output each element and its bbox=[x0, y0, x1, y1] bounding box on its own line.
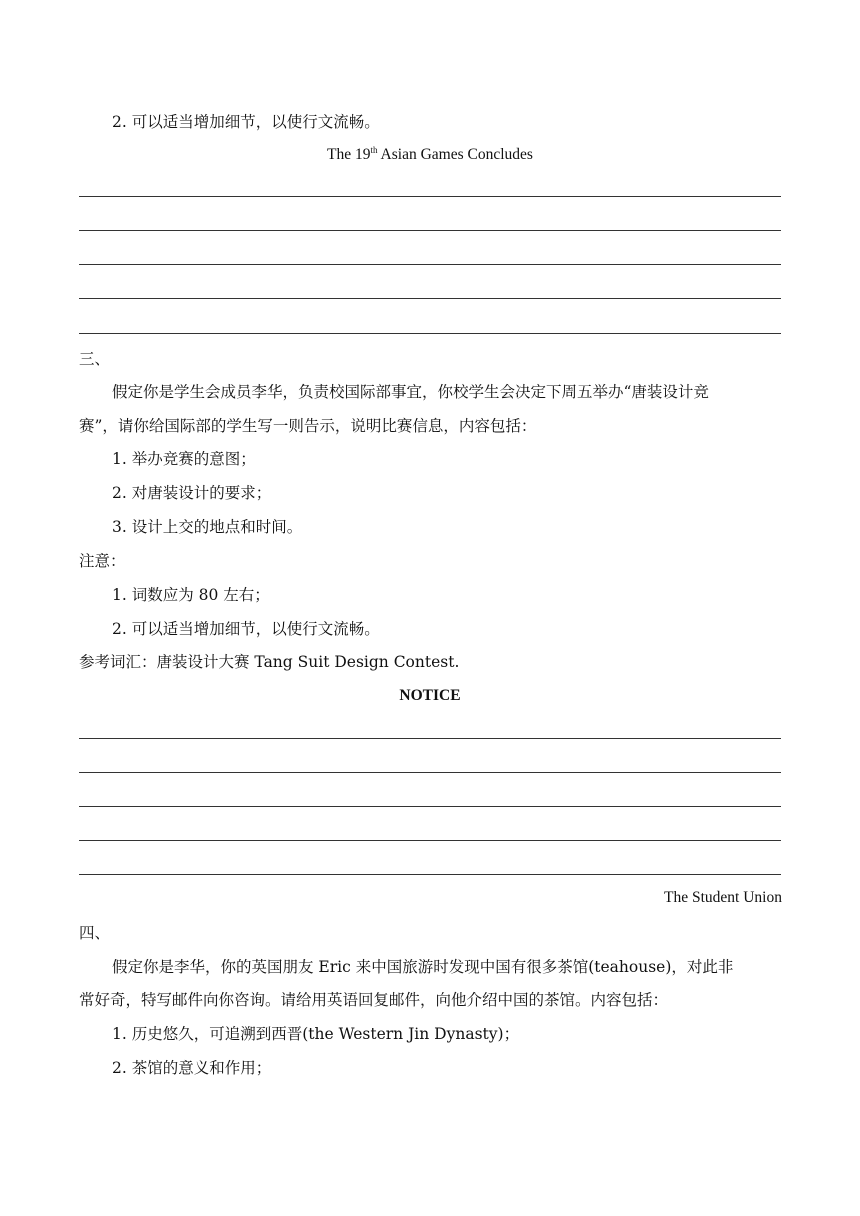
section-heading: 三、 bbox=[79, 350, 111, 368]
content-item: 3. 设计上交的地点和时间。 bbox=[112, 518, 303, 536]
content-item: 1. 举办竞赛的意图； bbox=[112, 450, 256, 468]
prompt-line: 赛”，请你给国际部的学生写一则告示，说明比赛信息，内容包括： bbox=[79, 417, 537, 435]
prompt-line: 假定你是李华，你的英国朋友 Eric 来中国旅游时发现中国有很多茶馆(teahouse)，对此非 bbox=[112, 958, 734, 976]
answer-line bbox=[79, 772, 781, 773]
prompt-line: 常好奇，特写邮件向你咨询。请给用英语回复邮件，向他介绍中国的茶馆。内容包括： bbox=[79, 991, 669, 1009]
answer-line bbox=[79, 806, 781, 807]
content-item: 2. 对唐装设计的要求； bbox=[112, 484, 272, 502]
section-heading: 四、 bbox=[79, 924, 111, 942]
content-item: 2. 茶馆的意义和作用； bbox=[112, 1059, 272, 1077]
answer-line bbox=[79, 196, 781, 197]
prompt-line: 假定你是学生会成员李华，负责校国际部事宜，你校学生会决定下周五举办“唐装设计竞 bbox=[112, 383, 709, 401]
notice-title: NOTICE bbox=[399, 687, 461, 704]
essay-title bbox=[0, 145, 860, 165]
answer-line bbox=[79, 298, 781, 299]
essay-title-post: Asian Games Concludes bbox=[377, 146, 533, 163]
answer-line bbox=[79, 230, 781, 231]
answer-line bbox=[79, 264, 781, 265]
content-item: 1. 历史悠久，可追溯到西晋(the Western Jin Dynasty)； bbox=[112, 1025, 520, 1043]
note-label: 注意： bbox=[79, 552, 126, 570]
answer-line bbox=[79, 840, 781, 841]
answer-line bbox=[79, 333, 781, 334]
note-item: 1. 词数应为 80 左右； bbox=[112, 586, 270, 604]
note-item: 2. 可以适当增加细节，以使行文流畅。 bbox=[112, 620, 380, 638]
reference-vocab: 参考词汇：唐装设计大赛 Tang Suit Design Contest. bbox=[79, 653, 460, 671]
signature: The Student Union bbox=[664, 889, 782, 906]
essay-title-sup: th bbox=[370, 145, 378, 155]
answer-line bbox=[79, 874, 781, 875]
note-item-2: 2. 可以适当增加细节，以使行文流畅。 bbox=[112, 113, 380, 131]
answer-line bbox=[79, 738, 781, 739]
essay-title-pre: The 19 bbox=[327, 146, 371, 163]
